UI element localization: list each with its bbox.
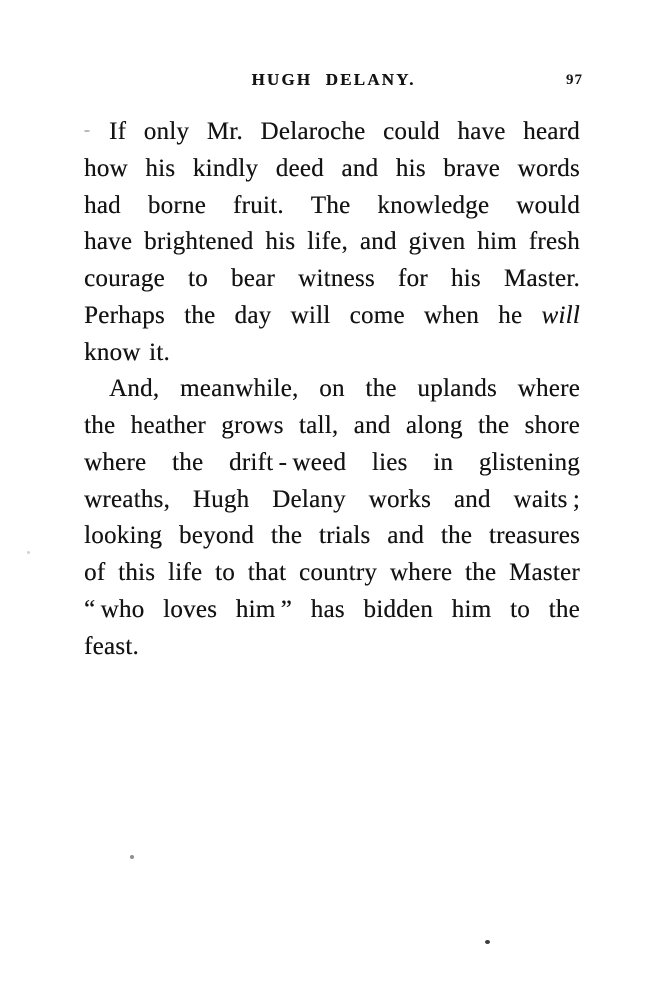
word: the xyxy=(172,448,204,476)
word: have xyxy=(84,228,133,256)
word: day xyxy=(234,301,272,329)
word: have xyxy=(457,118,506,145)
word: life, xyxy=(307,228,348,256)
word: and xyxy=(359,228,397,256)
word: when xyxy=(423,301,480,329)
word: fresh xyxy=(528,228,580,256)
word: where xyxy=(84,448,147,476)
word: in xyxy=(433,448,454,476)
word: Delany xyxy=(272,485,346,513)
word: of xyxy=(84,559,106,586)
text-line xyxy=(84,261,580,298)
word: shore xyxy=(524,412,580,439)
word: tall, xyxy=(298,412,339,439)
word: to xyxy=(215,559,235,586)
text-line xyxy=(84,188,580,225)
word: along xyxy=(405,412,463,439)
word: his xyxy=(450,265,481,292)
word: his xyxy=(265,228,296,256)
word: lies xyxy=(371,448,408,476)
word: to xyxy=(510,595,530,623)
word: the xyxy=(548,595,580,623)
text-line xyxy=(84,518,580,555)
word: Mr. xyxy=(206,118,243,145)
word: brave xyxy=(443,154,501,182)
word: knowledge xyxy=(377,191,490,219)
word: drift - weed xyxy=(229,448,347,476)
word: had xyxy=(84,191,121,219)
word: he xyxy=(498,301,523,329)
word: waits ; xyxy=(513,485,580,513)
word: would xyxy=(516,191,580,219)
ink-speck xyxy=(485,940,490,944)
word: bidden xyxy=(363,595,433,623)
word: treasures xyxy=(488,522,580,550)
word: And, xyxy=(109,375,160,403)
word: trials xyxy=(318,522,371,550)
word: the xyxy=(184,301,216,329)
word: words xyxy=(517,154,580,182)
word: to xyxy=(187,265,208,292)
word: loves xyxy=(163,595,218,623)
word: courage xyxy=(84,265,165,292)
word: only xyxy=(143,118,190,145)
italic-word: will xyxy=(541,301,580,329)
word: Master. xyxy=(503,265,580,292)
word: his xyxy=(145,154,176,182)
word: deed xyxy=(275,154,324,182)
word: where xyxy=(517,375,580,403)
word: come xyxy=(349,301,405,329)
text-line xyxy=(84,555,580,592)
text-line xyxy=(84,445,580,482)
word: country xyxy=(298,559,378,586)
word: The xyxy=(310,191,351,219)
text-line xyxy=(84,482,580,519)
word: given xyxy=(408,228,466,256)
word: could xyxy=(383,118,440,145)
word: and xyxy=(387,522,425,550)
running-header xyxy=(0,70,667,94)
word: uplands xyxy=(417,375,497,403)
word: the xyxy=(365,375,397,403)
word: him xyxy=(451,595,492,623)
page-title: HUGH DELANY. xyxy=(251,70,416,89)
word: for xyxy=(397,265,428,292)
word: bear xyxy=(230,265,276,292)
word: “ who xyxy=(84,595,145,623)
word: glistening xyxy=(478,448,580,476)
word: and xyxy=(453,485,491,513)
text-line xyxy=(84,151,580,188)
word: grows xyxy=(221,412,284,439)
word: Master xyxy=(508,559,580,586)
word: Delaroche xyxy=(260,118,366,145)
word: wreaths, xyxy=(84,485,170,513)
text-line xyxy=(84,408,580,445)
word: the xyxy=(270,522,303,550)
text-line xyxy=(84,371,580,408)
ink-speck xyxy=(130,855,134,859)
text-line: feast. xyxy=(84,632,139,660)
word: kindly xyxy=(192,154,259,182)
word: looking xyxy=(84,522,163,550)
word: his xyxy=(395,154,426,182)
text-line xyxy=(84,224,580,261)
word: borne xyxy=(147,191,206,219)
page-number: 97 xyxy=(566,72,583,88)
word: beyond xyxy=(178,522,255,550)
word: the xyxy=(440,522,473,550)
word: meanwhile, xyxy=(180,375,299,403)
word: the xyxy=(477,412,510,439)
ink-speck xyxy=(27,551,30,554)
text-line xyxy=(84,114,580,151)
word: Hugh xyxy=(192,485,250,513)
word: fruit. xyxy=(232,191,284,219)
word: the xyxy=(84,412,116,439)
word: and xyxy=(353,412,391,439)
word: this xyxy=(118,559,156,586)
word: and xyxy=(341,154,379,182)
word: heard xyxy=(523,118,580,145)
word: brightened xyxy=(144,228,254,256)
word: works xyxy=(368,485,432,513)
word: how xyxy=(84,154,128,182)
word: will xyxy=(290,301,331,329)
word: witness xyxy=(298,265,375,292)
word: has xyxy=(310,595,345,623)
text-line xyxy=(84,592,580,629)
word: Perhaps xyxy=(84,301,165,329)
word: where xyxy=(389,559,453,586)
ink-speck xyxy=(84,130,90,132)
word: the xyxy=(464,559,497,586)
word: him xyxy=(477,228,517,256)
text-line: know it. xyxy=(84,338,170,366)
word: If xyxy=(109,118,127,145)
word: heather xyxy=(130,412,206,439)
page-text xyxy=(84,114,580,665)
word: on xyxy=(319,375,345,403)
text-line xyxy=(84,298,580,335)
word: that xyxy=(247,559,287,586)
word: life xyxy=(167,559,203,586)
word: him ” xyxy=(235,595,293,623)
